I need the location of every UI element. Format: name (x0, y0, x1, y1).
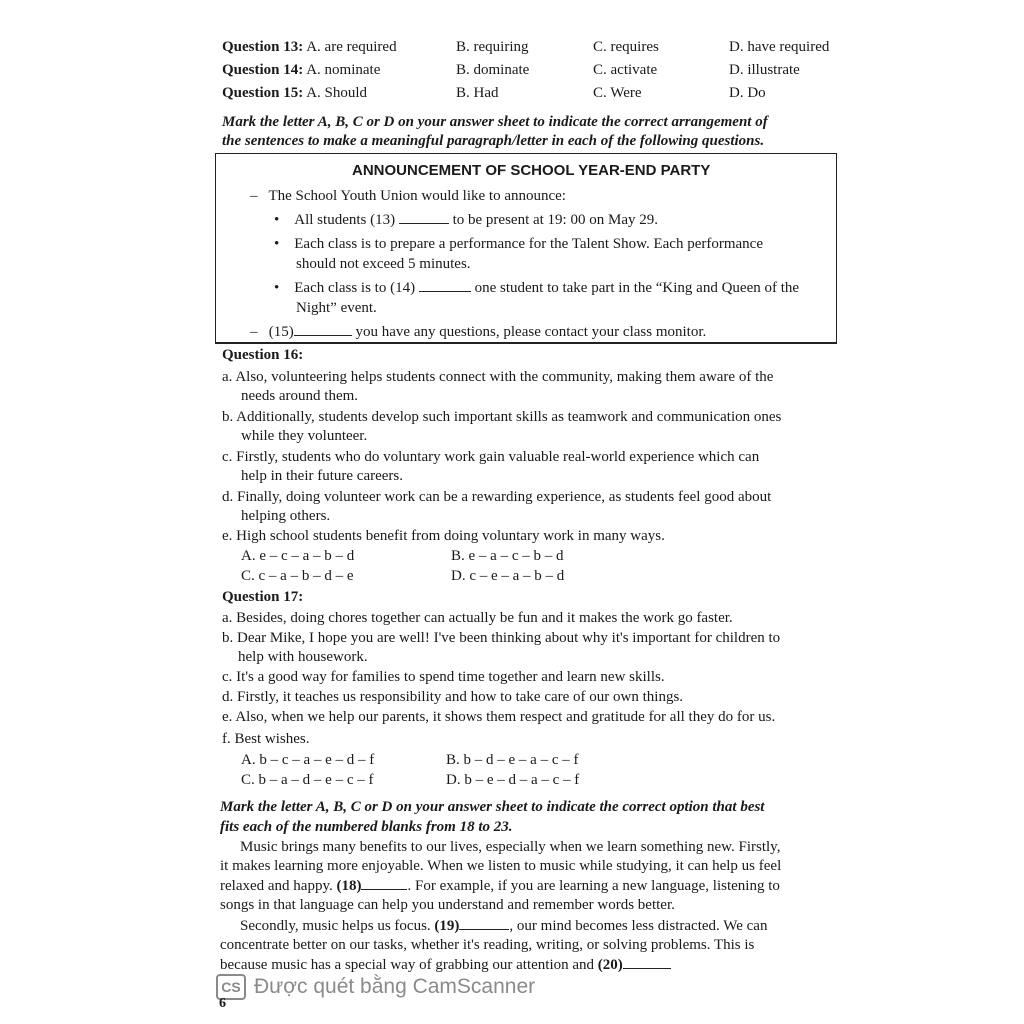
q16-sentence-a-cont: needs around them. (241, 388, 359, 404)
page-number: 6 (219, 996, 226, 1011)
q16-option-a: A. e – c – a – b – d (241, 548, 355, 564)
q16-sentence-b-cont: while they volunteer. (241, 428, 368, 444)
q14-option-d: D. illustrate (729, 62, 800, 78)
q17-option-c: C. b – a – d – e – c – f (241, 772, 374, 788)
q15-option-b: B. Had (456, 85, 499, 101)
q16-label: Question 16: (222, 347, 304, 363)
bullet-2: • Each class is to prepare a performance for the Talent Show. Each performance (274, 236, 764, 252)
q13-option-b: B. requiring (456, 39, 529, 55)
q15-option-c: C. Were (593, 85, 642, 101)
q13-label: Question 13: A. are required (222, 39, 397, 55)
camscanner-logo-icon: CS (216, 974, 246, 1000)
instruction-2-line2: fits each of the numbered blanks from 18 to 23. (220, 819, 513, 835)
q16-sentence-e: e. High school students benefit from doing voluntary work in many ways. (222, 528, 665, 544)
q15-label: Question 15: A. Should (222, 85, 368, 101)
passage-p1-line2: it makes learning more enjoyable. When we listen to music while studying, it can help us feel (220, 858, 782, 874)
bullet-3: • Each class is to (14) one student to take part in the “King and Queen of the (274, 280, 800, 296)
bullet-2-cont: should not exceed 5 minutes. (296, 256, 471, 272)
q16-option-c: C. c – a – b – d – e (241, 568, 354, 584)
bullet-3-cont: Night” event. (296, 300, 377, 316)
q16-option-b: B. e – a – c – b – d (451, 548, 564, 564)
announcement-closing: – (15) you have any questions, please contact your class monitor. (250, 324, 707, 340)
announcement-title: ANNOUNCEMENT OF SCHOOL YEAR-END PARTY (352, 162, 711, 179)
q13-option-d: D. have required (729, 39, 830, 55)
q17-sentence-b: b. Dear Mike, I hope you are well! I've been thinking about why it's important for children to (222, 630, 781, 646)
bullet-1: • All students (13) to be present at 19: 00 on May 29. (274, 212, 658, 228)
camscanner-watermark (216, 974, 535, 1000)
instruction-1-line2: the sentences to make a meaningful paragraph/letter in each of the following questions. (222, 133, 765, 149)
q15-option-d: D. Do (729, 85, 766, 101)
passage-p2-line3: because music has a special way of grabbing our attention and (20) (220, 956, 671, 975)
passage-p1-line4: songs in that language can help you understand and remember words better. (220, 897, 675, 913)
passage-p2-line1: Secondly, music helps us focus. (19) , our mind becomes less distracted. We can (240, 918, 768, 934)
passage-p1-line3: relaxed and happy. (18) . For example, if you are learning a new language, listening to (220, 878, 780, 894)
watermark-text: Được quét bằng CamScanner (254, 975, 536, 998)
q17-sentence-a: a. Besides, doing chores together can actually be fun and it makes the work go faster. (222, 610, 733, 626)
q16-sentence-c: c. Firstly, students who do voluntary work gain valuable real-world experience which can (222, 449, 760, 465)
q17-sentence-d: d. Firstly, it teaches us responsibility and how to take care of our own things. (222, 689, 684, 705)
q17-option-d: D. b – e – d – a – c – f (446, 772, 580, 788)
announcement-intro: – The School Youth Union would like to announce: (250, 188, 566, 204)
passage-p1-line1: Music brings many benefits to our lives, especially when we learn something new. Firstly, (240, 839, 781, 855)
q17-label: Question 17: (222, 589, 304, 605)
q17-sentence-e: e. Also, when we help our parents, it shows them respect and gratitude for all they do for us. (222, 709, 776, 725)
q13-option-c: C. requires (593, 39, 659, 55)
q14-option-c: C. activate (593, 62, 658, 78)
q14-option-b: B. dominate (456, 62, 530, 78)
q17-sentence-b-cont: help with housework. (238, 649, 368, 665)
q16-option-d: D. c – e – a – b – d (451, 568, 565, 584)
q14-label: Question 14: A. nominate (222, 62, 381, 78)
q17-sentence-f: f. Best wishes. (222, 731, 310, 747)
q16-sentence-b: b. Additionally, students develop such important skills as teamwork and communication ones (222, 409, 782, 425)
q17-sentence-c: c. It's a good way for families to spend time together and learn new skills. (222, 669, 665, 685)
q16-sentence-d-cont: helping others. (241, 508, 331, 524)
instruction-2-line1: Mark the letter A, B, C or D on your answer sheet to indicate the correct option that best (220, 799, 765, 815)
passage-p2-line2: concentrate better on our tasks, whether it's reading, writing, or solving problems. This is (220, 937, 755, 953)
instruction-1-line1: Mark the letter A, B, C or D on your answer sheet to indicate the correct arrangement of (222, 114, 768, 130)
q16-sentence-c-cont: help in their future careers. (241, 468, 404, 484)
q16-sentence-d: d. Finally, doing volunteer work can be a rewarding experience, as students feel good about (222, 489, 772, 505)
q17-option-a: A. b – c – a – e – d – f (241, 752, 375, 768)
q17-option-b: B. b – d – e – a – c – f (446, 752, 579, 768)
q16-sentence-a: a. Also, volunteering helps students connect with the community, making them aware of the (222, 369, 774, 385)
